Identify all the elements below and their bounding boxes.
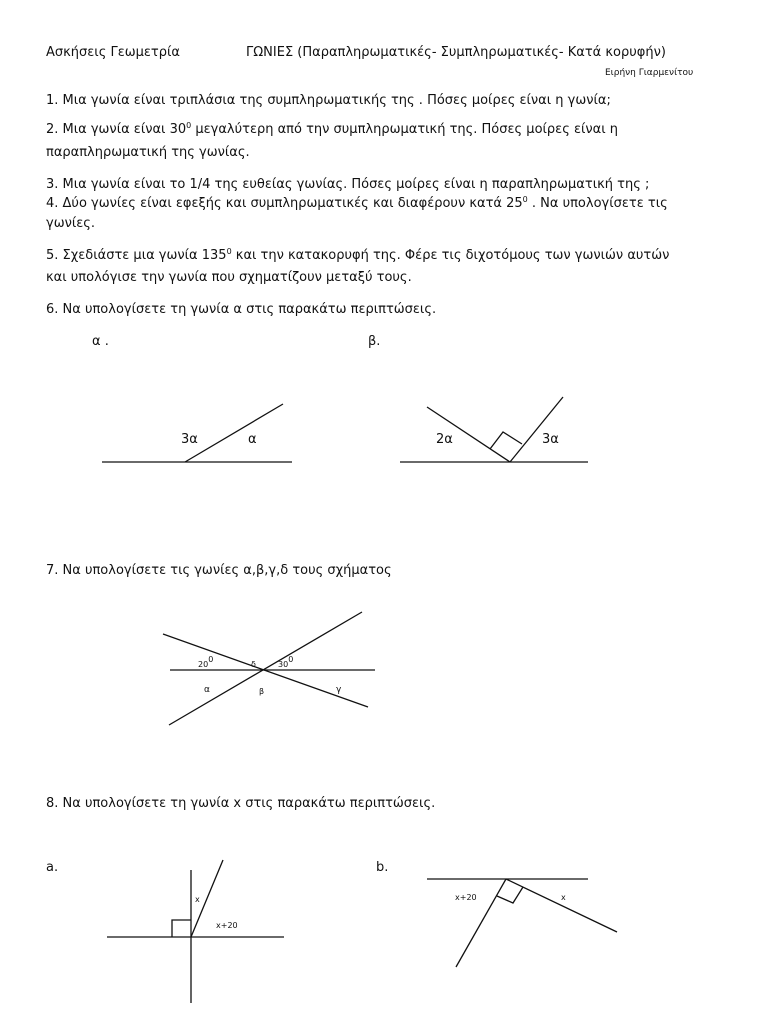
exercise-4-line2: γωνίες. bbox=[46, 216, 96, 231]
fig7-angle-alpha: α bbox=[204, 685, 210, 695]
fig8-a-label: a. bbox=[46, 860, 59, 875]
fig7-angle-gamma: γ bbox=[336, 685, 342, 695]
exercise-5-line2: και υπολόγισε την γωνία που σχηματίζουν μεταξύ τους. bbox=[46, 270, 412, 285]
exercise-4: 4. Δύο γωνίες είναι εφεξής και συμπληρωματικές και διαφέρουν κατά $25^0$ . Να υπολογίσετε τις bbox=[46, 195, 668, 211]
exercise-6: 6. Να υπολογίσετε τη γωνία α στις παρακάτω περιπτώσεις. bbox=[46, 302, 437, 317]
exercise-7: 7. Να υπολογίσετε τις γωνίες α,β,γ,δ τους σχήματος bbox=[46, 563, 392, 578]
fig8-b-label: b. bbox=[376, 860, 389, 875]
fig6b-left-angle: 2α bbox=[436, 432, 453, 447]
exercise-2: 2. Μια γωνία είναι $30^0$ μεγαλύτερη από την συμπληρωματική της. Πόσες μοίρες είναι η bbox=[46, 121, 618, 137]
fig7-angle-delta: δ bbox=[251, 660, 256, 669]
fig8b-x20-label: x+20 bbox=[455, 893, 477, 902]
exercise-8: 8. Να υπολογίσετε τη γωνία x στις παρακάτω περιπτώσεις. bbox=[46, 796, 436, 811]
subject-title: Ασκήσεις Γεωμετρία bbox=[46, 45, 180, 60]
fig6a-left-angle: 3α bbox=[181, 432, 198, 447]
exercise-3: 3. Μια γωνία είναι το 1/4 της ευθείας γωνίας. Πόσες μοίρες είναι η παραπληρωματική της ; bbox=[46, 177, 650, 192]
author-name: Ειρήνη Γιαρμενίτου bbox=[605, 68, 694, 78]
fig7-angle-30: $30^0$ bbox=[278, 655, 294, 669]
exercise-1: 1. Μια γωνία είναι τριπλάσια της συμπληρωματικής της . Πόσες μοίρες είναι η γωνία; bbox=[46, 93, 611, 108]
topic-title: ΓΩΝΙΕΣ (Παραπληρωματικές- Συμπληρωματικές- Κατά κορυφήν) bbox=[246, 45, 666, 60]
fig7-angle-20: $20^0$ bbox=[198, 655, 214, 669]
fig8b-x-label: x bbox=[561, 893, 566, 902]
fig6a-right-angle: α bbox=[248, 432, 257, 447]
fig8a-x20-label: x+20 bbox=[216, 921, 238, 930]
exercise-5: 5. Σχεδιάστε μια γωνία $135^0$ και την κατακορυφή της. Φέρε τις διχοτόμους των γωνιών αυτών bbox=[46, 247, 670, 263]
fig6-b-label: β. bbox=[368, 334, 381, 349]
fig7-angle-beta: β bbox=[259, 687, 265, 696]
exercise-2-line2: παραπληρωματική της γωνίας. bbox=[46, 145, 250, 160]
fig6b-right-angle: 3α bbox=[542, 432, 559, 447]
fig8b-right-angle-mark bbox=[497, 887, 523, 903]
fig6-a-label: α . bbox=[92, 334, 109, 349]
fig8a-x-label: x bbox=[195, 895, 200, 904]
